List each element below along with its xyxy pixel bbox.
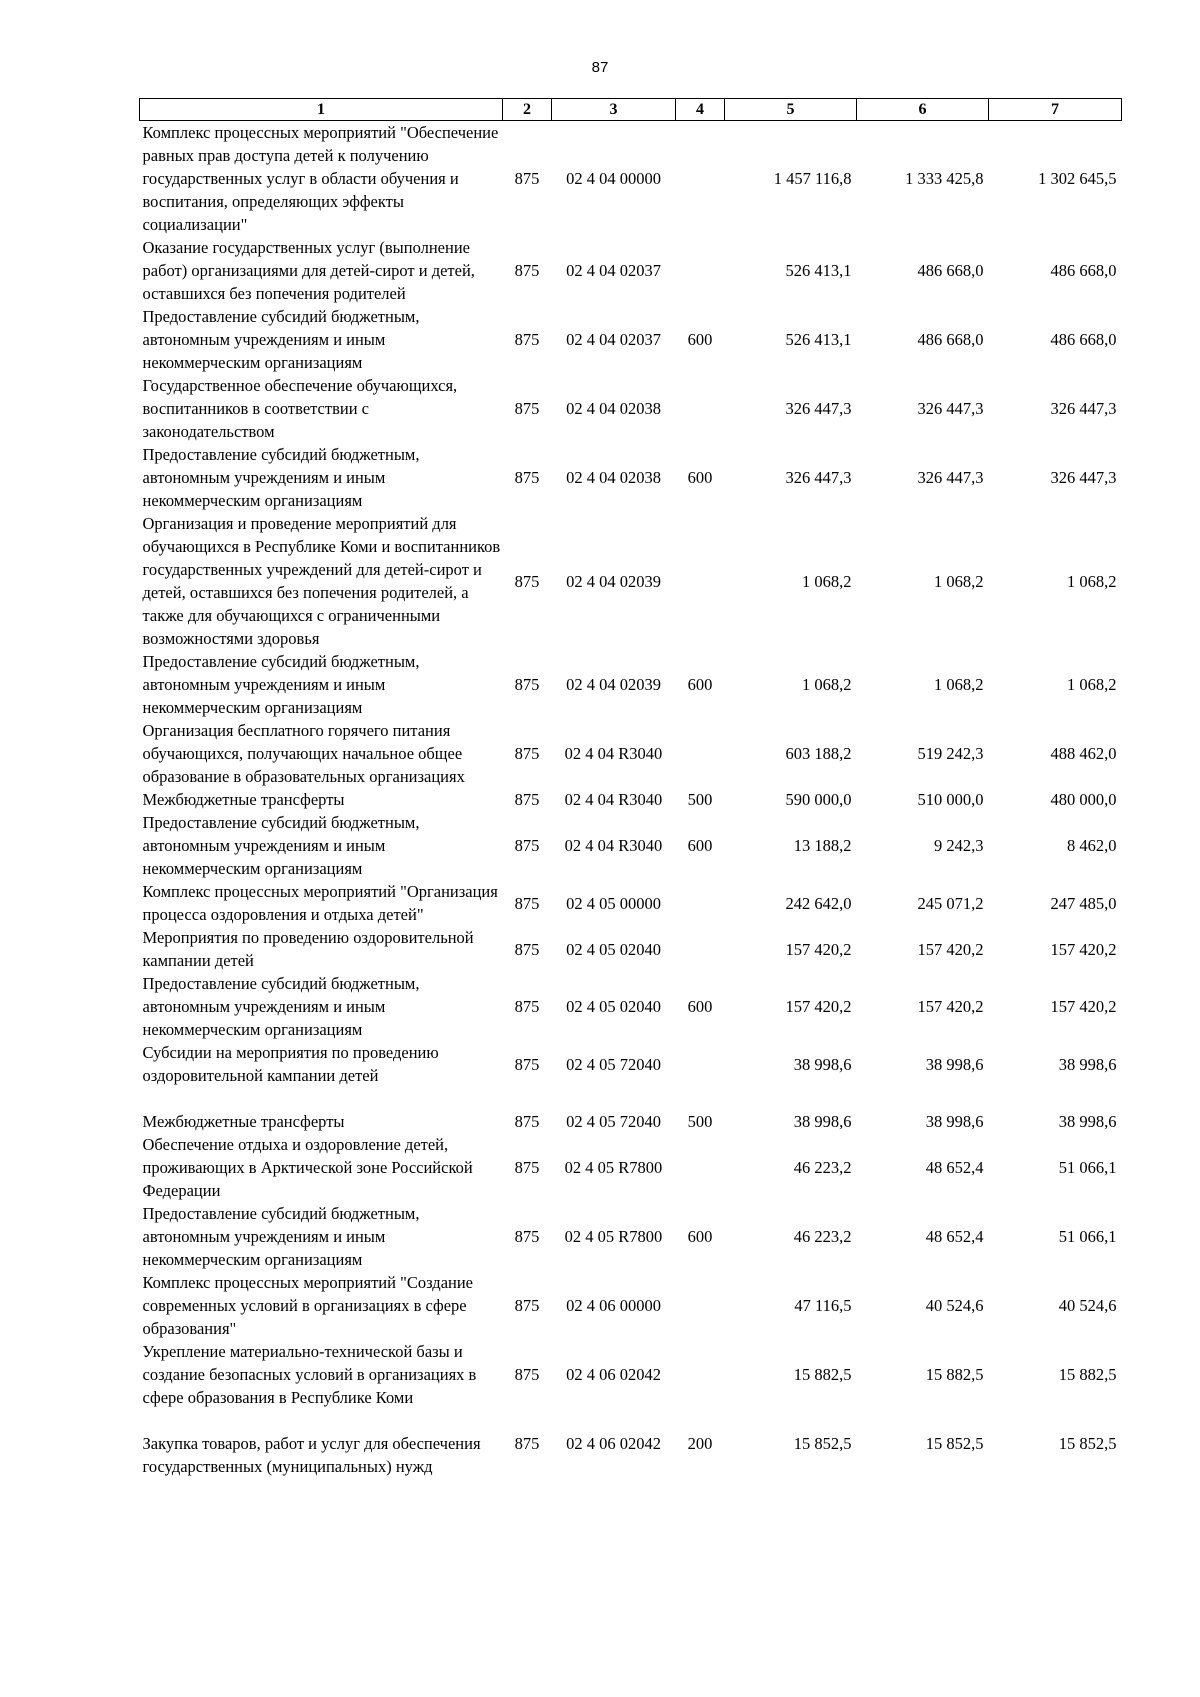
row-value-col7-cell: 326 447,3	[1050, 399, 1117, 418]
row-csr-cell: 02 4 06 02042	[566, 1434, 661, 1453]
row-code-cell: 875	[514, 1296, 540, 1315]
row-csr-cell: 02 4 05 02040	[566, 939, 661, 959]
row-value-col6-cell: 510 000,0	[917, 790, 984, 809]
row-name-cell: Предоставление субсидий бюджетным, автономным учреждениям и иным некоммерческим организациям	[142, 974, 420, 1039]
row-name-cell: Комплекс процессных мероприятий "Создание современных условий в организациях в сфере образования"	[142, 1273, 474, 1338]
row-code-cell: 875	[514, 1054, 540, 1074]
row-name-cell: Межбюджетные трансферты	[142, 1112, 345, 1131]
row-value-col5-cell: 590 000,0	[785, 790, 852, 809]
row-csr-cell: 02 4 06 02042	[566, 1365, 661, 1384]
row-value-col6-cell: 15 882,5	[925, 1365, 984, 1384]
row-value-col6-cell: 1 068,2	[934, 571, 984, 591]
header-col-3: 3	[552, 99, 676, 121]
header-col-1: 1	[140, 99, 503, 121]
row-value-col7-cell: 51 066,1	[1058, 1158, 1117, 1177]
row-csr-cell: 02 4 05 R7800	[564, 1158, 663, 1177]
row-vr-cell	[676, 1041, 725, 1110]
row-value-col5-cell: 47 116,5	[794, 1296, 852, 1315]
row-value-col5-cell: 46 223,2	[793, 1227, 852, 1246]
row-value-col5-cell: 13 188,2	[793, 836, 852, 855]
header-col-6: 6	[857, 99, 989, 121]
row-value-col7-cell: 157 420,2	[1050, 997, 1117, 1016]
row-vr-cell	[676, 236, 725, 305]
row-code-cell: 875	[514, 790, 540, 809]
row-code-cell: 875	[514, 893, 540, 913]
row-vr-cell	[676, 719, 725, 788]
row-code-cell: 875	[514, 836, 540, 855]
row-value-col7-cell: 486 668,0	[1050, 330, 1117, 349]
row-value-col7-cell: 8 462,0	[1067, 836, 1117, 855]
row-csr-cell: 02 4 05 R7800	[564, 1227, 663, 1246]
row-vr-cell	[676, 1271, 725, 1340]
table-row	[140, 1409, 1122, 1478]
row-code-cell: 875	[514, 939, 540, 959]
row-csr-cell: 02 4 04 R3040	[564, 790, 663, 809]
table-row	[140, 926, 1122, 972]
row-vr-cell	[676, 1133, 725, 1202]
row-code-cell: 875	[514, 1365, 540, 1384]
table-row	[140, 236, 1122, 305]
row-vr-cell: 600	[687, 468, 713, 487]
table-row	[140, 788, 1122, 811]
row-value-col5-cell: 1 457 116,8	[773, 169, 852, 188]
row-value-col5-cell: 526 413,1	[785, 330, 852, 349]
row-value-col5-cell: 326 447,3	[785, 399, 852, 418]
row-value-col6-cell: 519 242,3	[917, 744, 984, 763]
row-vr-cell	[676, 512, 725, 650]
table-row	[140, 1271, 1122, 1340]
table-row	[140, 719, 1122, 788]
row-csr-cell: 02 4 05 72040	[566, 1112, 661, 1131]
row-csr-cell: 02 4 05 02040	[566, 997, 661, 1016]
table-row	[140, 121, 1122, 237]
row-csr-cell: 02 4 04 R3040	[564, 744, 663, 763]
row-csr-cell: 02 4 04 00000	[566, 169, 661, 188]
row-name-cell: Предоставление субсидий бюджетным, автономным учреждениям и иным некоммерческим организациям	[142, 445, 420, 510]
row-csr-cell: 02 4 04 02037	[566, 330, 661, 349]
row-value-col5-cell: 38 998,6	[793, 1112, 852, 1131]
row-value-col7-cell: 51 066,1	[1058, 1227, 1117, 1246]
row-value-col5-cell: 526 413,1	[785, 261, 852, 280]
row-code-cell: 875	[514, 261, 540, 280]
row-value-col6-cell: 1 333 425,8	[905, 169, 984, 188]
row-name-cell: Предоставление субсидий бюджетным, автономным учреждениям и иным некоммерческим организациям	[142, 652, 420, 717]
table-body	[140, 121, 1122, 1479]
row-vr-cell: 500	[687, 790, 713, 809]
row-vr-cell: 600	[687, 836, 713, 855]
row-vr-cell	[676, 1340, 725, 1409]
row-code-cell: 875	[514, 997, 540, 1016]
row-name-cell: Организация бесплатного горячего питания обучающихся, получающих начальное общее образование в образовательных организациях	[142, 721, 465, 786]
row-vr-cell	[676, 926, 725, 972]
row-value-col5-cell: 46 223,2	[793, 1158, 852, 1177]
row-value-col6-cell: 40 524,6	[925, 1296, 984, 1315]
row-name-cell: Комплекс процессных мероприятий "Организация процесса оздоровления и отдыха детей"	[142, 882, 498, 924]
row-value-col7-cell: 1 068,2	[1067, 571, 1117, 591]
row-vr-cell	[676, 880, 725, 926]
row-value-col7-cell: 15 852,5	[1058, 1434, 1117, 1453]
row-csr-cell: 02 4 05 00000	[566, 893, 661, 913]
table-row	[140, 972, 1122, 1041]
row-value-col7-cell: 40 524,6	[1058, 1296, 1117, 1315]
row-value-col5-cell: 157 420,2	[785, 939, 852, 959]
row-code-cell: 875	[514, 675, 540, 694]
row-name-cell: Укрепление материально-технической базы и создание безопасных условий в организациях в сфере образования в Республике Коми	[142, 1342, 477, 1407]
row-value-col7-cell: 15 882,5	[1058, 1365, 1117, 1384]
header-row	[140, 99, 1122, 121]
row-name-cell: Межбюджетные трансферты	[142, 790, 345, 809]
row-code-cell: 875	[514, 1112, 540, 1131]
row-value-col6-cell: 245 071,2	[917, 893, 984, 913]
row-value-col5-cell: 603 188,2	[785, 744, 852, 763]
row-value-col6-cell: 38 998,6	[925, 1054, 984, 1074]
row-value-col6-cell: 157 420,2	[917, 939, 984, 959]
row-csr-cell: 02 4 04 02038	[566, 468, 661, 487]
row-name-cell: Предоставление субсидий бюджетным, автономным учреждениям и иным некоммерческим организациям	[142, 307, 420, 372]
row-code-cell: 875	[514, 169, 540, 188]
table-row	[140, 512, 1122, 650]
row-value-col7-cell: 38 998,6	[1058, 1112, 1117, 1131]
row-value-col7-cell: 486 668,0	[1050, 261, 1117, 280]
row-value-col6-cell: 326 447,3	[917, 468, 984, 487]
row-name-cell: Оказание государственных услуг (выполнение работ) организациями для детей-сирот и детей, оставшихся без попечения родителей	[142, 238, 475, 303]
row-value-col5-cell: 326 447,3	[785, 468, 852, 487]
row-name-cell: Мероприятия по проведению оздоровительной кампании детей	[142, 928, 474, 970]
row-value-col5-cell: 1 068,2	[802, 675, 852, 694]
row-value-col5-cell: 157 420,2	[785, 997, 852, 1016]
row-name-cell: Государственное обеспечение обучающихся, воспитанников в соответствии с законодательством	[142, 376, 458, 441]
row-value-col7-cell: 326 447,3	[1050, 468, 1117, 487]
row-code-cell: 875	[514, 744, 540, 763]
row-value-col7-cell: 488 462,0	[1050, 744, 1117, 763]
page-number: 87	[591, 59, 609, 76]
table-row	[140, 1110, 1122, 1133]
row-value-col6-cell: 326 447,3	[917, 399, 984, 418]
row-value-col6-cell: 157 420,2	[917, 997, 984, 1016]
row-name-cell: Предоставление субсидий бюджетным, автономным учреждениям и иным некоммерческим организациям	[142, 813, 420, 878]
row-code-cell: 875	[514, 1158, 540, 1177]
header-col-7: 7	[989, 99, 1122, 121]
row-csr-cell: 02 4 06 00000	[566, 1296, 661, 1315]
row-value-col6-cell: 38 998,6	[925, 1112, 984, 1131]
row-value-col7-cell: 480 000,0	[1050, 790, 1117, 809]
row-code-cell: 875	[514, 399, 540, 418]
row-name-cell: Субсидии на мероприятия по проведению оздоровительной кампании детей	[142, 1043, 439, 1085]
row-value-col7-cell: 157 420,2	[1050, 939, 1117, 959]
table-row	[140, 1340, 1122, 1409]
row-csr-cell: 02 4 04 02039	[566, 571, 661, 591]
budget-table	[139, 98, 1122, 1478]
row-vr-cell	[676, 121, 725, 237]
row-value-col5-cell: 1 068,2	[802, 571, 852, 591]
row-code-cell: 875	[514, 1227, 540, 1246]
row-code-cell: 875	[514, 1434, 540, 1453]
row-vr-cell: 500	[687, 1112, 713, 1131]
row-code-cell: 875	[514, 468, 540, 487]
row-csr-cell: 02 4 04 02037	[566, 261, 661, 280]
row-name-cell: Комплекс процессных мероприятий "Обеспечение равных прав доступа детей к получению государственных услуг в области обучения и воспитания, определяющих эффекты социализации"	[142, 123, 499, 234]
row-value-col6-cell: 48 652,4	[925, 1158, 984, 1177]
table-row	[140, 305, 1122, 374]
row-csr-cell: 02 4 04 02039	[566, 675, 661, 694]
table-header	[140, 99, 1122, 121]
row-name-cell: Предоставление субсидий бюджетным, автономным учреждениям и иным некоммерческим организациям	[142, 1204, 420, 1269]
table-row	[140, 374, 1122, 443]
row-name-cell: Обеспечение отдыха и оздоровление детей, проживающих в Арктической зоне Российской Федерации	[142, 1135, 473, 1200]
row-code-cell: 875	[514, 330, 540, 349]
header-col-2: 2	[503, 99, 552, 121]
row-value-col7-cell: 1 068,2	[1067, 675, 1117, 694]
table-row	[140, 1133, 1122, 1202]
table-row	[140, 880, 1122, 926]
row-vr-cell: 600	[687, 997, 713, 1016]
row-value-col6-cell: 486 668,0	[917, 330, 984, 349]
table-row	[140, 1202, 1122, 1271]
table-row	[140, 650, 1122, 719]
row-value-col5-cell: 15 882,5	[793, 1365, 852, 1384]
row-value-col7-cell: 247 485,0	[1050, 893, 1117, 913]
row-name-cell: Закупка товаров, работ и услуг для обеспечения государственных (муниципальных) нужд	[142, 1434, 481, 1476]
row-value-col6-cell: 15 852,5	[925, 1434, 984, 1453]
row-csr-cell: 02 4 04 R3040	[564, 836, 663, 855]
table-row	[140, 811, 1122, 880]
row-value-col6-cell: 1 068,2	[934, 675, 984, 694]
table-row	[140, 443, 1122, 512]
row-csr-cell: 02 4 05 72040	[566, 1054, 661, 1074]
row-name-cell: Организация и проведение мероприятий для обучающихся в Республике Коми и воспитанников государственных учреждений для детей-сирот и детей, оставшихся без попечения родителей, а также для обучающихся с ограниченными возможностями здоровья	[142, 514, 501, 648]
header-col-4: 4	[676, 99, 725, 121]
row-value-col6-cell: 48 652,4	[925, 1227, 984, 1246]
row-value-col5-cell: 38 998,6	[793, 1054, 852, 1074]
row-value-col6-cell: 9 242,3	[934, 836, 984, 855]
table-row	[140, 1041, 1122, 1110]
row-value-col7-cell: 1 302 645,5	[1038, 169, 1117, 188]
row-vr-cell: 200	[687, 1434, 713, 1453]
row-csr-cell: 02 4 04 02038	[566, 399, 661, 418]
row-vr-cell: 600	[687, 330, 713, 349]
row-value-col5-cell: 15 852,5	[793, 1434, 852, 1453]
row-value-col6-cell: 486 668,0	[917, 261, 984, 280]
row-code-cell: 875	[514, 571, 540, 591]
row-vr-cell: 600	[687, 675, 713, 694]
row-vr-cell	[676, 374, 725, 443]
header-col-5: 5	[725, 99, 857, 121]
row-vr-cell: 600	[687, 1227, 713, 1246]
row-value-col7-cell: 38 998,6	[1058, 1054, 1117, 1074]
row-value-col5-cell: 242 642,0	[785, 893, 852, 913]
